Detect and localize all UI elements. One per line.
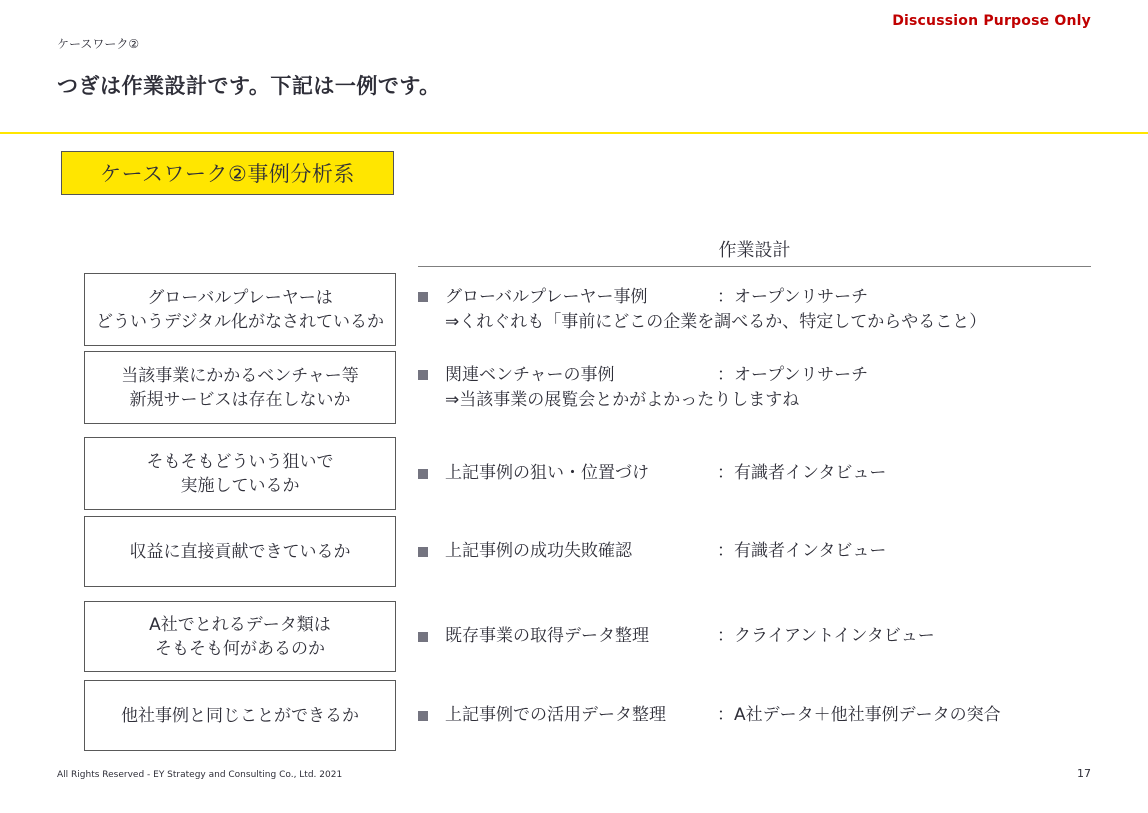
task-area [418, 703, 1001, 728]
task-note: ⇒当該事業の展覧会とかがよかったりしますね [445, 389, 800, 410]
column-header: 作業設計 [718, 240, 791, 261]
task-method: ：A社データ＋他社事例データの突合 [717, 705, 1001, 725]
question-box [84, 680, 396, 751]
question-line: 収益に直接貢献できているか [129, 541, 351, 562]
task-main [418, 624, 935, 649]
task-area [418, 285, 986, 335]
footer-copyright: All Rights Reserved - EY Strategy and Consulting Co., Ltd. 2021 [57, 770, 343, 780]
square-bullet-icon [418, 370, 428, 380]
question-line: 当該事業にかかるベンチャー等 [121, 365, 359, 386]
section-tag: ケースワーク②事例分析系 [61, 151, 394, 195]
question-line: そもそもどういう狙いで [146, 451, 334, 472]
square-bullet-icon [418, 469, 428, 479]
task-area [418, 624, 935, 649]
square-bullet-icon [418, 547, 428, 557]
task-method: ：有識者インタビュー [717, 541, 887, 561]
discussion-disclaimer: Discussion Purpose Only [892, 13, 1091, 29]
square-bullet-icon [418, 292, 428, 302]
task-label: 既存事業の取得データ整理 [445, 626, 649, 646]
breadcrumb: ケースワーク② [57, 37, 140, 51]
task-label: 関連ベンチャーの事例 [445, 364, 615, 385]
question-box [84, 437, 396, 510]
question-line: 実施しているか [180, 475, 300, 496]
square-bullet-icon [418, 632, 428, 642]
question-line: 新規サービスは存在しないか [129, 389, 351, 410]
square-bullet-icon [418, 711, 428, 721]
page-title: つぎは作業設計です。下記は一例です。 [57, 74, 441, 98]
table-row [84, 601, 1094, 672]
task-area [418, 539, 886, 564]
task-label: 上記事例の成功失敗確認 [445, 541, 632, 561]
question-line: どういうデジタル化がなされているか [96, 311, 384, 332]
task-main [418, 703, 1001, 728]
question-box [84, 516, 396, 587]
task-method: ：クライアントインタビュー [717, 626, 935, 646]
question-line: 他社事例と同じことができるか [121, 705, 359, 726]
task-main [418, 285, 986, 310]
task-label: 上記事例での活用データ整理 [445, 705, 666, 725]
table-row [84, 437, 1094, 510]
task-method: ：オープンリサーチ [717, 364, 869, 385]
table-row [84, 273, 1094, 346]
table-row [84, 680, 1094, 751]
question-box [84, 601, 396, 672]
task-note: ⇒くれぐれも「事前にどこの企業を調べるか、特定してからやること） [445, 311, 987, 332]
table-row [84, 351, 1094, 424]
task-area [418, 363, 868, 413]
page-number: 17 [1077, 767, 1091, 780]
question-line: A社でとれるデータ類は [149, 614, 331, 635]
task-method: ：有識者インタビュー [717, 463, 887, 483]
task-label: グローバルプレーヤー事例 [445, 286, 648, 307]
task-main [418, 363, 868, 388]
question-line: そもそも何があるのか [154, 638, 325, 659]
task-main [418, 461, 886, 486]
header-divider [0, 132, 1148, 134]
task-method: ：オープンリサーチ [717, 286, 869, 307]
task-label: 上記事例の狙い・位置づけ [445, 463, 649, 483]
task-main [418, 539, 886, 564]
column-header-divider [418, 266, 1091, 267]
table-row [84, 516, 1094, 587]
task-area [418, 461, 886, 486]
question-box [84, 273, 396, 346]
question-box [84, 351, 396, 424]
question-line: グローバルプレーヤーは [147, 287, 333, 308]
